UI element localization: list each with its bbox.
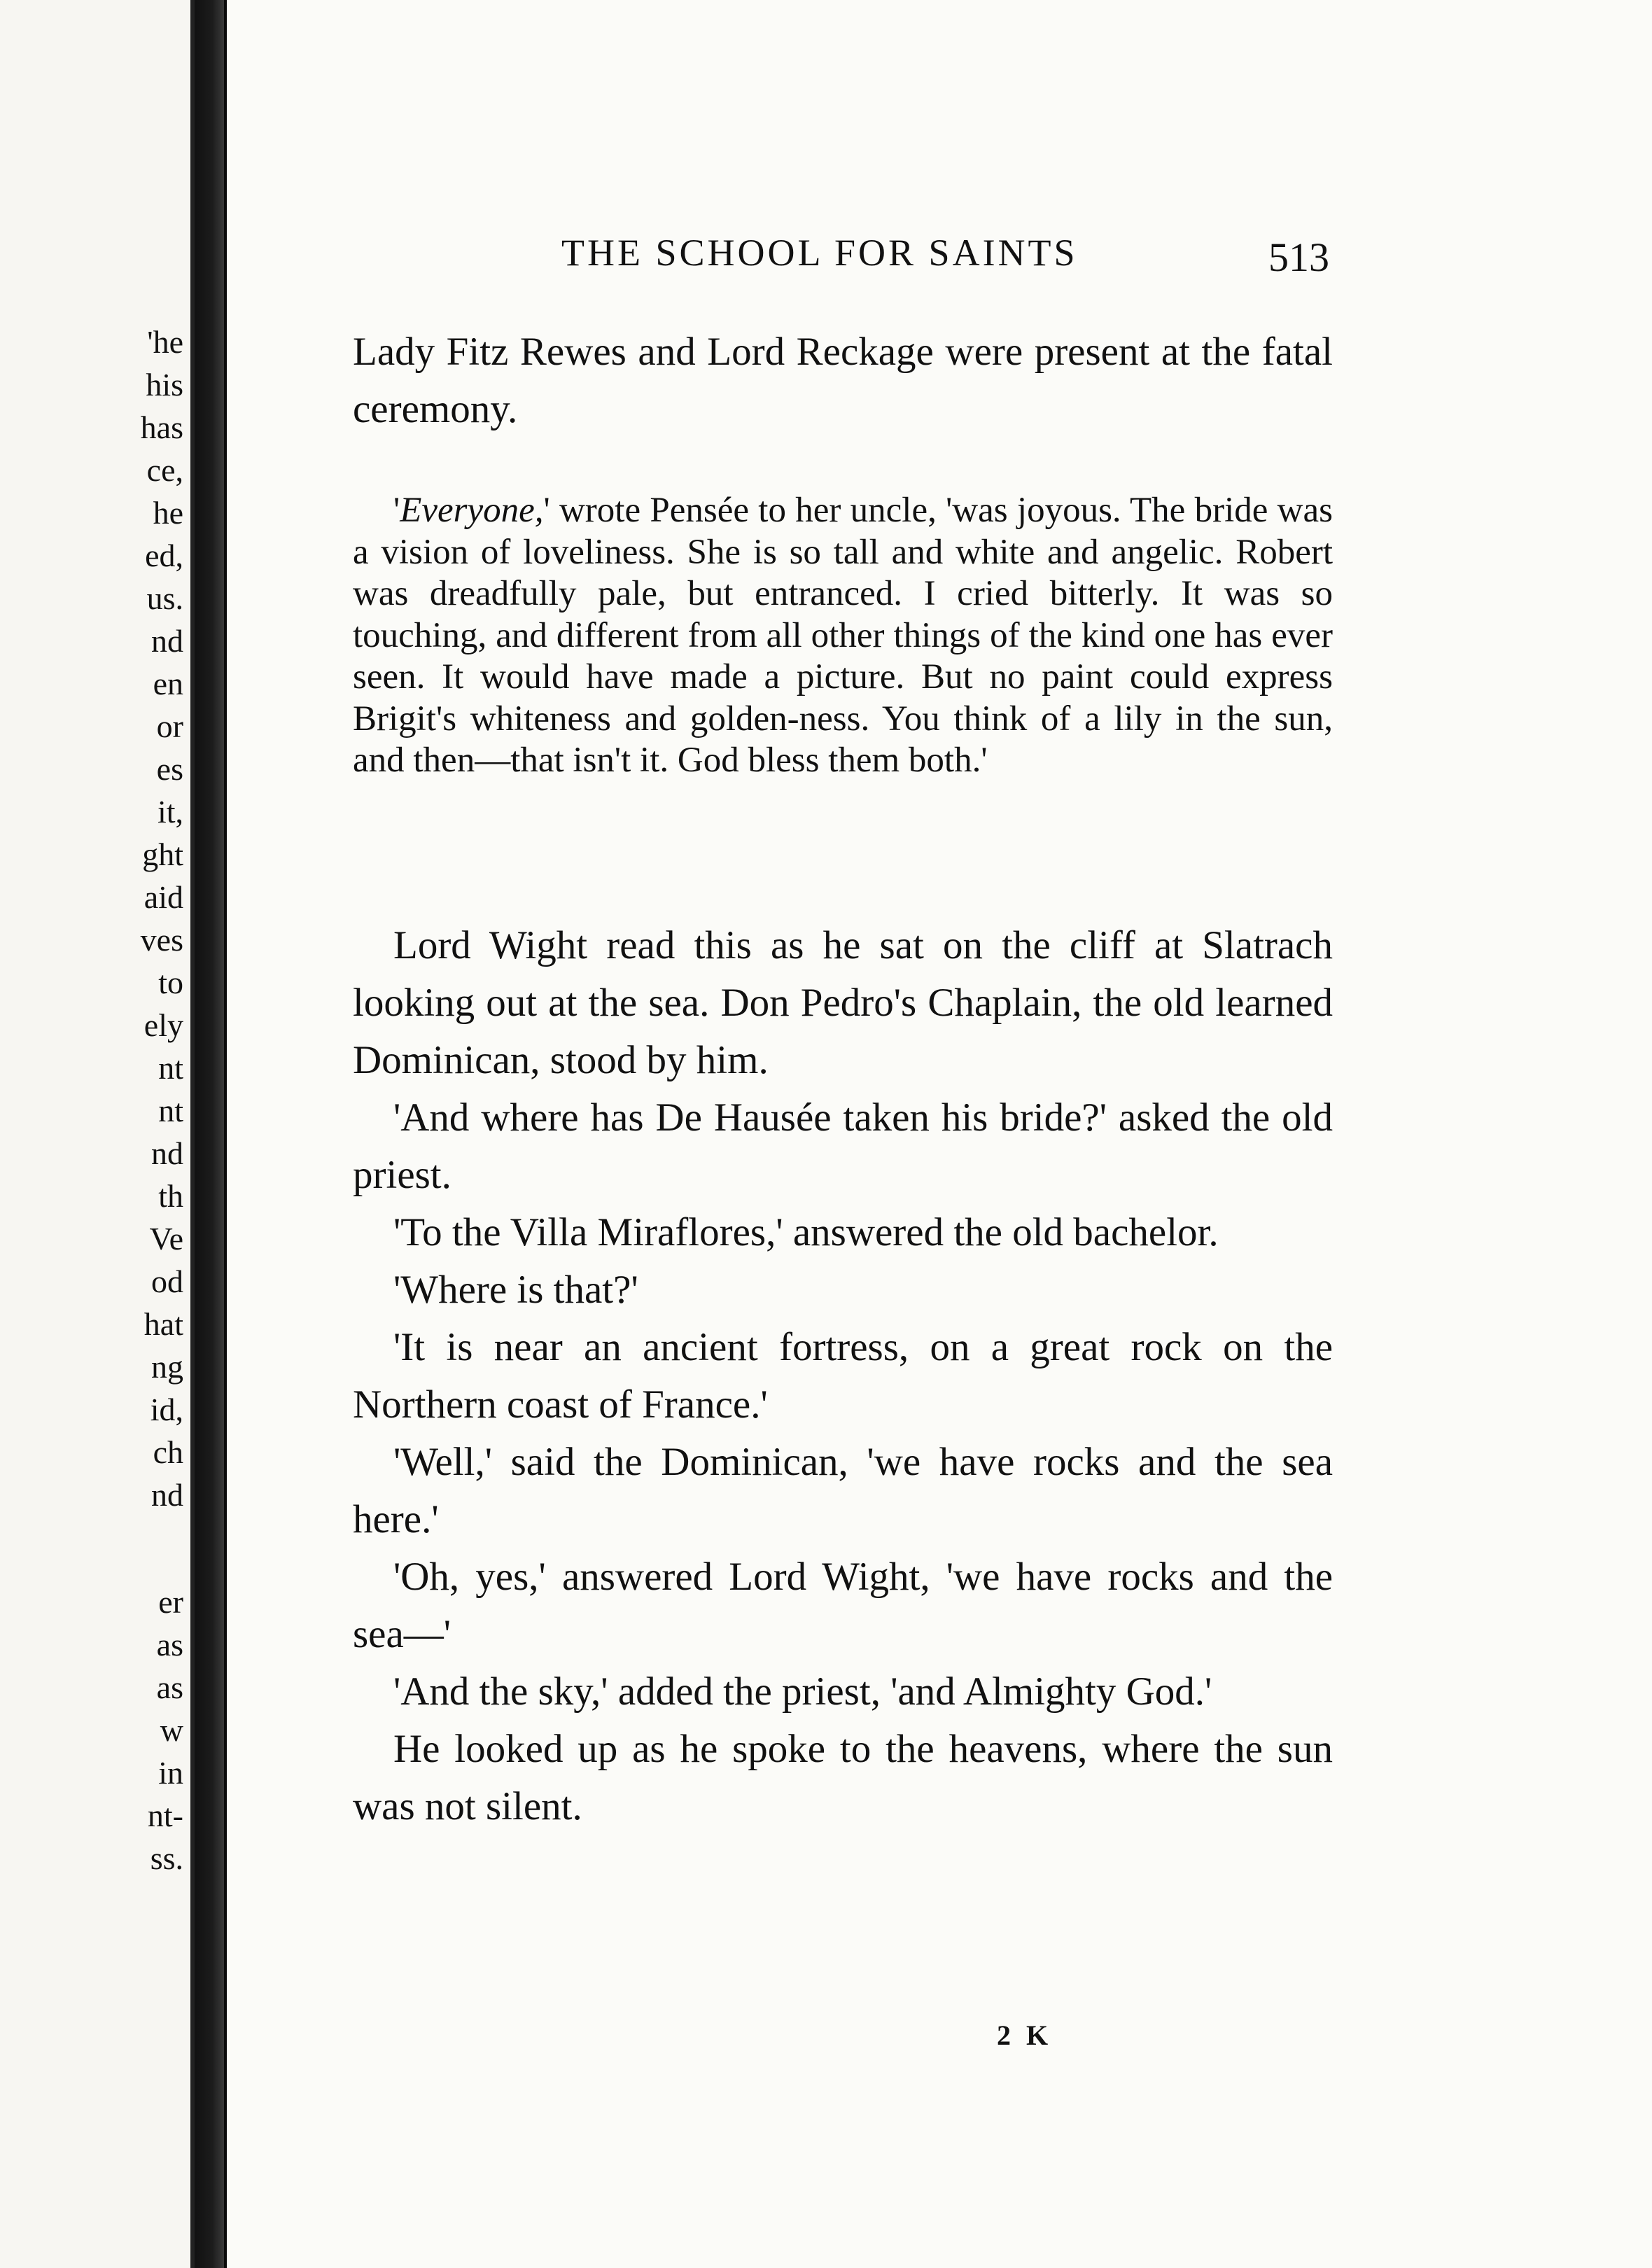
paragraph-oh-yes: 'Oh, yes,' answered Lord Wight, 'we have rocks and the sea—' bbox=[353, 1555, 1333, 1656]
paragraph-where-is-that: 'Where is that?' bbox=[393, 1268, 638, 1312]
paragraph-opening: Lady Fitz Rewes and Lord Reckage were present at the fatal ceremony. bbox=[353, 330, 1333, 431]
previous-page-line-ending: us. bbox=[146, 580, 183, 616]
previous-page-line-ending: nt bbox=[158, 1050, 183, 1086]
letter-quote-block bbox=[353, 490, 1333, 782]
previous-page-line-ending: ed, bbox=[145, 538, 183, 573]
previous-page-line-ending: en bbox=[153, 666, 183, 701]
previous-page-line-ending: in bbox=[158, 1755, 183, 1791]
previous-page-line-ending: ves bbox=[140, 922, 183, 958]
previous-page-gap bbox=[141, 1516, 183, 1581]
paragraph-rocks-and-sea: 'Well,' said the Dominican, 'we have rocks and the sea here.' bbox=[353, 1440, 1333, 1541]
previous-page-line-ending: it, bbox=[157, 794, 183, 830]
previous-page-line-ending: ce, bbox=[146, 452, 183, 488]
running-title: THE SCHOOL FOR SAINTS bbox=[561, 232, 1078, 274]
previous-page-line-ending: th bbox=[158, 1178, 183, 1214]
previous-page-line-ending: nd bbox=[151, 623, 183, 659]
paragraph-question-bride: 'And where has De Hausée taken his bride?' asked the old priest. bbox=[353, 1096, 1333, 1197]
previous-page-line-ending: or bbox=[156, 708, 183, 744]
previous-page-line-ending: hat bbox=[144, 1306, 183, 1342]
book-gutter bbox=[195, 0, 224, 2268]
previous-page-line-ending: 'he bbox=[147, 324, 183, 360]
previous-page-line-ending: ely bbox=[144, 1007, 183, 1043]
opening-paragraph-block bbox=[353, 323, 1333, 438]
previous-page-line-ending: er bbox=[158, 1584, 183, 1620]
page-header bbox=[227, 231, 1652, 280]
page-number: 513 bbox=[1268, 234, 1329, 280]
previous-page-line-ending: as bbox=[156, 1627, 183, 1662]
previous-page-line-ending: has bbox=[140, 410, 183, 445]
previous-page-line-ending: ss. bbox=[150, 1840, 183, 1876]
previous-page-line-ending: nt bbox=[158, 1093, 183, 1128]
paragraph-lord-wight-reading: Lord Wight read this as he sat on the cliff at Slatrach looking out at the sea. Don Pedro's Chaplain, the old learned Dominican, stood by him. bbox=[353, 923, 1333, 1082]
letter-italic-word: Everyone, bbox=[400, 491, 544, 530]
previous-page-line-endings bbox=[141, 321, 183, 1879]
previous-page-line-ending: nd bbox=[151, 1135, 183, 1171]
previous-page-line-ending: his bbox=[146, 367, 183, 402]
previous-page-line-ending: to bbox=[158, 965, 183, 1000]
letter-open-quote: ' bbox=[393, 491, 400, 530]
previous-page-line-ending: Ve bbox=[149, 1221, 183, 1256]
previous-page-line-ending: ng bbox=[151, 1349, 183, 1385]
previous-page-line-ending: nt- bbox=[147, 1798, 183, 1833]
previous-page-line-ending: he bbox=[153, 495, 183, 531]
previous-page-line-ending: aid bbox=[144, 879, 183, 915]
previous-page-line-ending: as bbox=[156, 1670, 183, 1705]
paragraph-looked-up: He looked up as he spoke to the heavens, where the sun was not silent. bbox=[353, 1727, 1333, 1828]
letter-paragraph bbox=[353, 490, 1333, 782]
previous-page-line-ending: es bbox=[156, 751, 183, 787]
paragraph-villa-miraflores: 'To the Villa Miraflores,' answered the old bachelor. bbox=[393, 1210, 1219, 1254]
previous-page-line-ending: ght bbox=[142, 836, 183, 872]
previous-page-line-ending: ch bbox=[153, 1434, 183, 1470]
previous-page-line-ending: od bbox=[151, 1264, 183, 1299]
paragraph-almighty-god: 'And the sky,' added the priest, 'and Almighty God.' bbox=[393, 1670, 1212, 1714]
printer-signature-mark: 2 K bbox=[997, 2019, 1053, 2051]
dialogue-block bbox=[353, 917, 1333, 1835]
book-page bbox=[224, 0, 1652, 2268]
previous-page-line-ending: nd bbox=[151, 1477, 183, 1513]
paragraph-ancient-fortress: 'It is near an ancient fortress, on a great rock on the Northern coast of France.' bbox=[353, 1325, 1333, 1427]
previous-page-fragment bbox=[0, 0, 195, 2268]
previous-page-line-ending: id, bbox=[150, 1392, 183, 1427]
previous-page-line-ending: w bbox=[160, 1712, 183, 1748]
letter-text: ' wrote Pensée to her uncle, 'was joyous. The bride was a vision of loveliness. She is so tall and white and angelic. Robert was dreadfully pale, but entranced. I cried bitterly. It was so touching, and different from all other things of the kind one has ever seen. It would have made a picture. But no paint could express Brigit's whiteness and golden-ness. You think of a lily in the sun, and then—that isn't it. God bless them both.' bbox=[353, 491, 1333, 780]
